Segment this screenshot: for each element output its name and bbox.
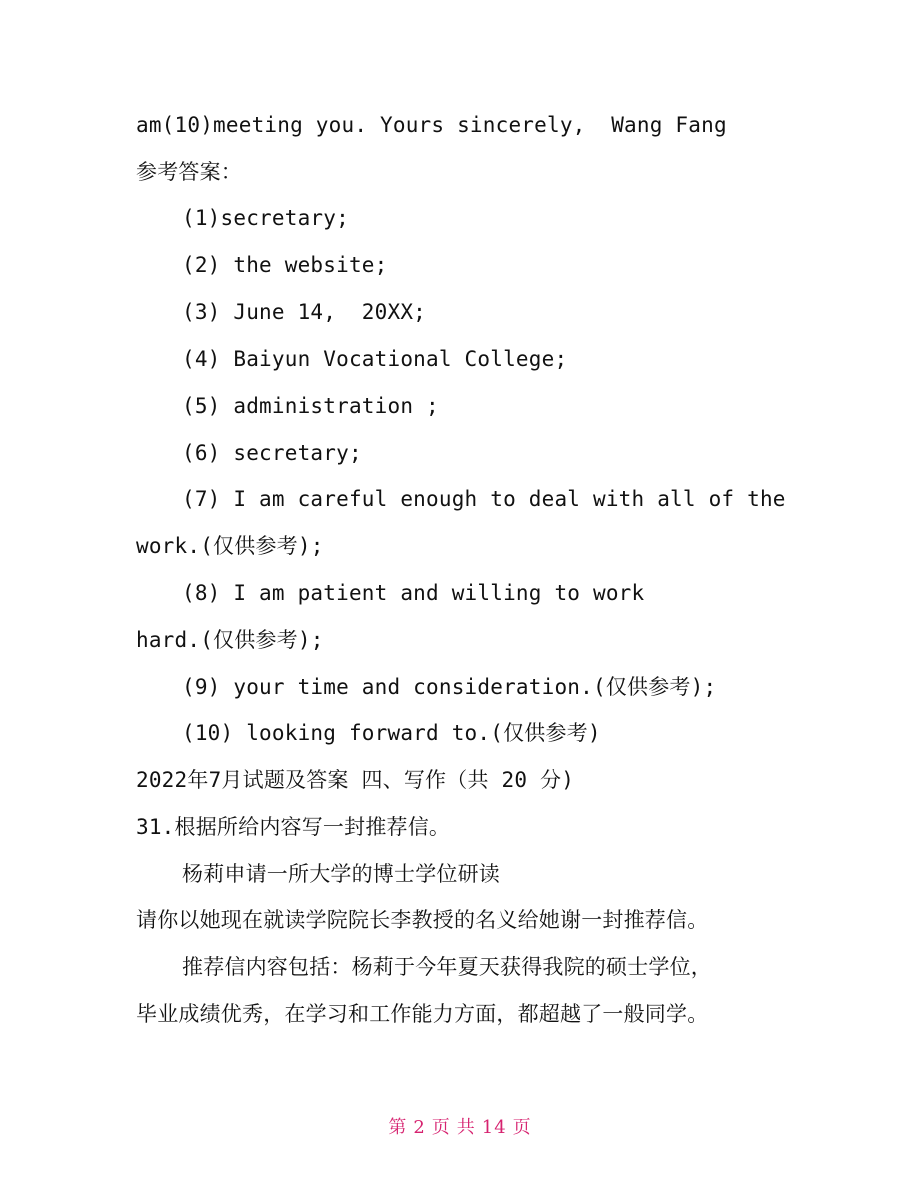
text-line: 毕业成绩优秀，在学习和工作能力方面，都超越了一般同学。 bbox=[136, 1002, 709, 1026]
footer-page-word: 页 bbox=[431, 1117, 451, 1138]
text-line: 杨莉申请一所大学的博士学位研读 bbox=[182, 862, 500, 886]
answer-item: (1)secretary; bbox=[182, 206, 349, 230]
footer-total-pages: 14 bbox=[481, 1117, 507, 1138]
answer-item: (6) secretary; bbox=[182, 441, 362, 465]
question-title: 31.根据所给内容写一封推荐信。 bbox=[136, 815, 451, 839]
answer-item: (8) I am patient and willing to work bbox=[182, 581, 645, 605]
text-line: 参考答案： bbox=[136, 160, 242, 184]
answer-item: (2) the website; bbox=[182, 253, 388, 277]
footer-current-page: 2 bbox=[413, 1117, 426, 1138]
answer-item: (5) administration ; bbox=[182, 394, 439, 418]
answer-item: (4) Baiyun Vocational College; bbox=[182, 347, 568, 371]
section-heading: 2022年7月试题及答案 四、写作（共 20 分) bbox=[136, 768, 575, 792]
footer-suffix: 页 bbox=[512, 1117, 532, 1138]
text-line: am(10)meeting you. Yours sincerely, Wang Fang bbox=[136, 113, 727, 137]
text-line: work.(仅供参考); bbox=[136, 534, 324, 558]
answer-item: (9) your time and consideration.(仅供参考); bbox=[182, 675, 717, 699]
footer-total-word: 共 bbox=[456, 1117, 476, 1138]
footer-prefix: 第 bbox=[388, 1117, 408, 1138]
answer-item: (3) June 14, 20XX; bbox=[182, 300, 427, 324]
answer-item: (10) looking forward to.(仅供参考) bbox=[182, 721, 601, 745]
text-line: 请你以她现在就读学院院长李教授的名义给她谢一封推荐信。 bbox=[136, 908, 709, 932]
page-footer bbox=[0, 1113, 920, 1139]
text-line: 推荐信内容包括：杨莉于今年夏天获得我院的硕士学位， bbox=[182, 955, 712, 979]
text-line: hard.(仅供参考); bbox=[136, 628, 324, 652]
answer-item: (7) I am careful enough to deal with all of the bbox=[182, 487, 786, 511]
